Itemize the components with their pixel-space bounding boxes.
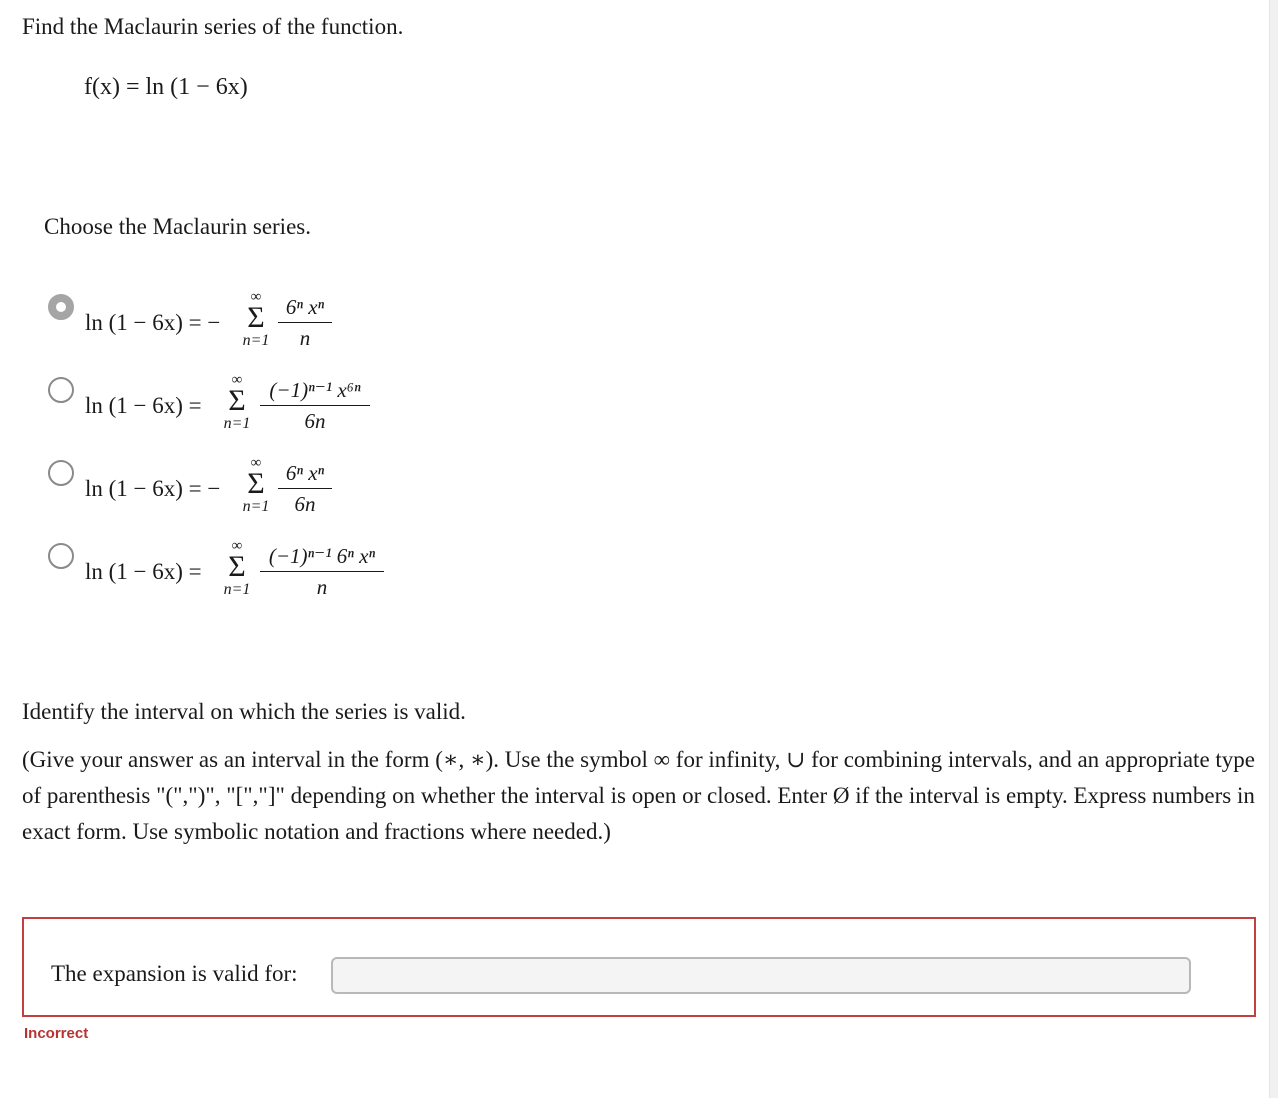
sum-upper-limit: ∞ xyxy=(231,372,243,388)
fraction-denominator: n xyxy=(316,575,328,599)
sum-lower-limit: n=1 xyxy=(242,332,270,349)
option-1-fraction xyxy=(278,294,332,351)
fraction-denominator: 6n xyxy=(294,492,316,516)
fraction-numerator: (−1)ⁿ⁻¹ 6ⁿ xⁿ xyxy=(268,544,376,568)
sum-lower-limit: n=1 xyxy=(242,498,270,515)
fraction-bar xyxy=(278,488,332,489)
function-expression: f(x) = ln (1 − 6x) xyxy=(84,74,248,100)
option-1[interactable] xyxy=(44,290,444,360)
option-3-sum xyxy=(241,456,271,516)
fraction-bar xyxy=(260,405,370,406)
fraction-bar xyxy=(260,571,384,572)
answer-box xyxy=(22,917,1256,1017)
radio-option-4[interactable] xyxy=(48,543,74,569)
option-4-lhs: ln (1 − 6x) = xyxy=(85,559,202,584)
sum-upper-limit: ∞ xyxy=(250,289,262,305)
fraction-numerator: 6ⁿ xⁿ xyxy=(285,461,325,485)
option-1-sum xyxy=(241,290,271,350)
radio-option-3[interactable] xyxy=(48,460,74,486)
fraction-numerator: 6ⁿ xⁿ xyxy=(285,295,325,319)
scrollbar-track[interactable] xyxy=(1269,0,1278,1098)
radio-option-2[interactable] xyxy=(48,377,74,403)
option-3-fraction xyxy=(278,460,332,517)
interval-answer-input[interactable] xyxy=(331,957,1191,994)
option-4-sum xyxy=(222,539,252,599)
sum-lower-limit: n=1 xyxy=(223,415,251,432)
answer-label: The expansion is valid for: xyxy=(51,961,298,986)
sigma-symbol: Σ xyxy=(228,550,246,583)
fraction-denominator: 6n xyxy=(304,409,326,433)
fraction-bar xyxy=(278,322,332,323)
question-prompt: Find the Maclaurin series of the function. xyxy=(22,14,404,39)
interval-instructions: (Give your answer as an interval in the form (∗, ∗). Use the symbol ∞ for infinity, ∪ for combining intervals, and an appropriate type of parenthesis "(",")", "[","]" depending on whether the interval is open or closed. Enter Ø if the interval is empty. Express numbers in exact form. Use symbolic notation and fractions where needed.) xyxy=(22,747,1256,844)
sum-lower-limit: n=1 xyxy=(223,581,251,598)
option-3-lhs: ln (1 − 6x) = − xyxy=(85,476,221,501)
sigma-symbol: Σ xyxy=(247,301,265,334)
radio-option-1[interactable] xyxy=(48,294,74,320)
sum-upper-limit: ∞ xyxy=(250,455,262,471)
option-2-sum xyxy=(222,373,252,433)
sigma-symbol: Σ xyxy=(247,467,265,500)
fraction-numerator: (−1)ⁿ⁻¹ x⁶ⁿ xyxy=(269,378,361,402)
option-3[interactable] xyxy=(44,456,444,526)
choose-prompt: Choose the Maclaurin series. xyxy=(44,214,311,239)
sum-upper-limit: ∞ xyxy=(231,538,243,554)
option-2[interactable] xyxy=(44,373,444,443)
option-1-lhs: ln (1 − 6x) = − xyxy=(85,310,221,335)
feedback-status: Incorrect xyxy=(24,1025,89,1042)
sigma-symbol: Σ xyxy=(228,384,246,417)
option-2-lhs: ln (1 − 6x) = xyxy=(85,393,202,418)
option-2-fraction xyxy=(260,377,370,434)
fraction-denominator: n xyxy=(299,326,311,350)
option-4[interactable] xyxy=(44,539,444,609)
interval-prompt: Identify the interval on which the series is valid. xyxy=(22,699,466,724)
option-4-fraction xyxy=(260,543,384,600)
